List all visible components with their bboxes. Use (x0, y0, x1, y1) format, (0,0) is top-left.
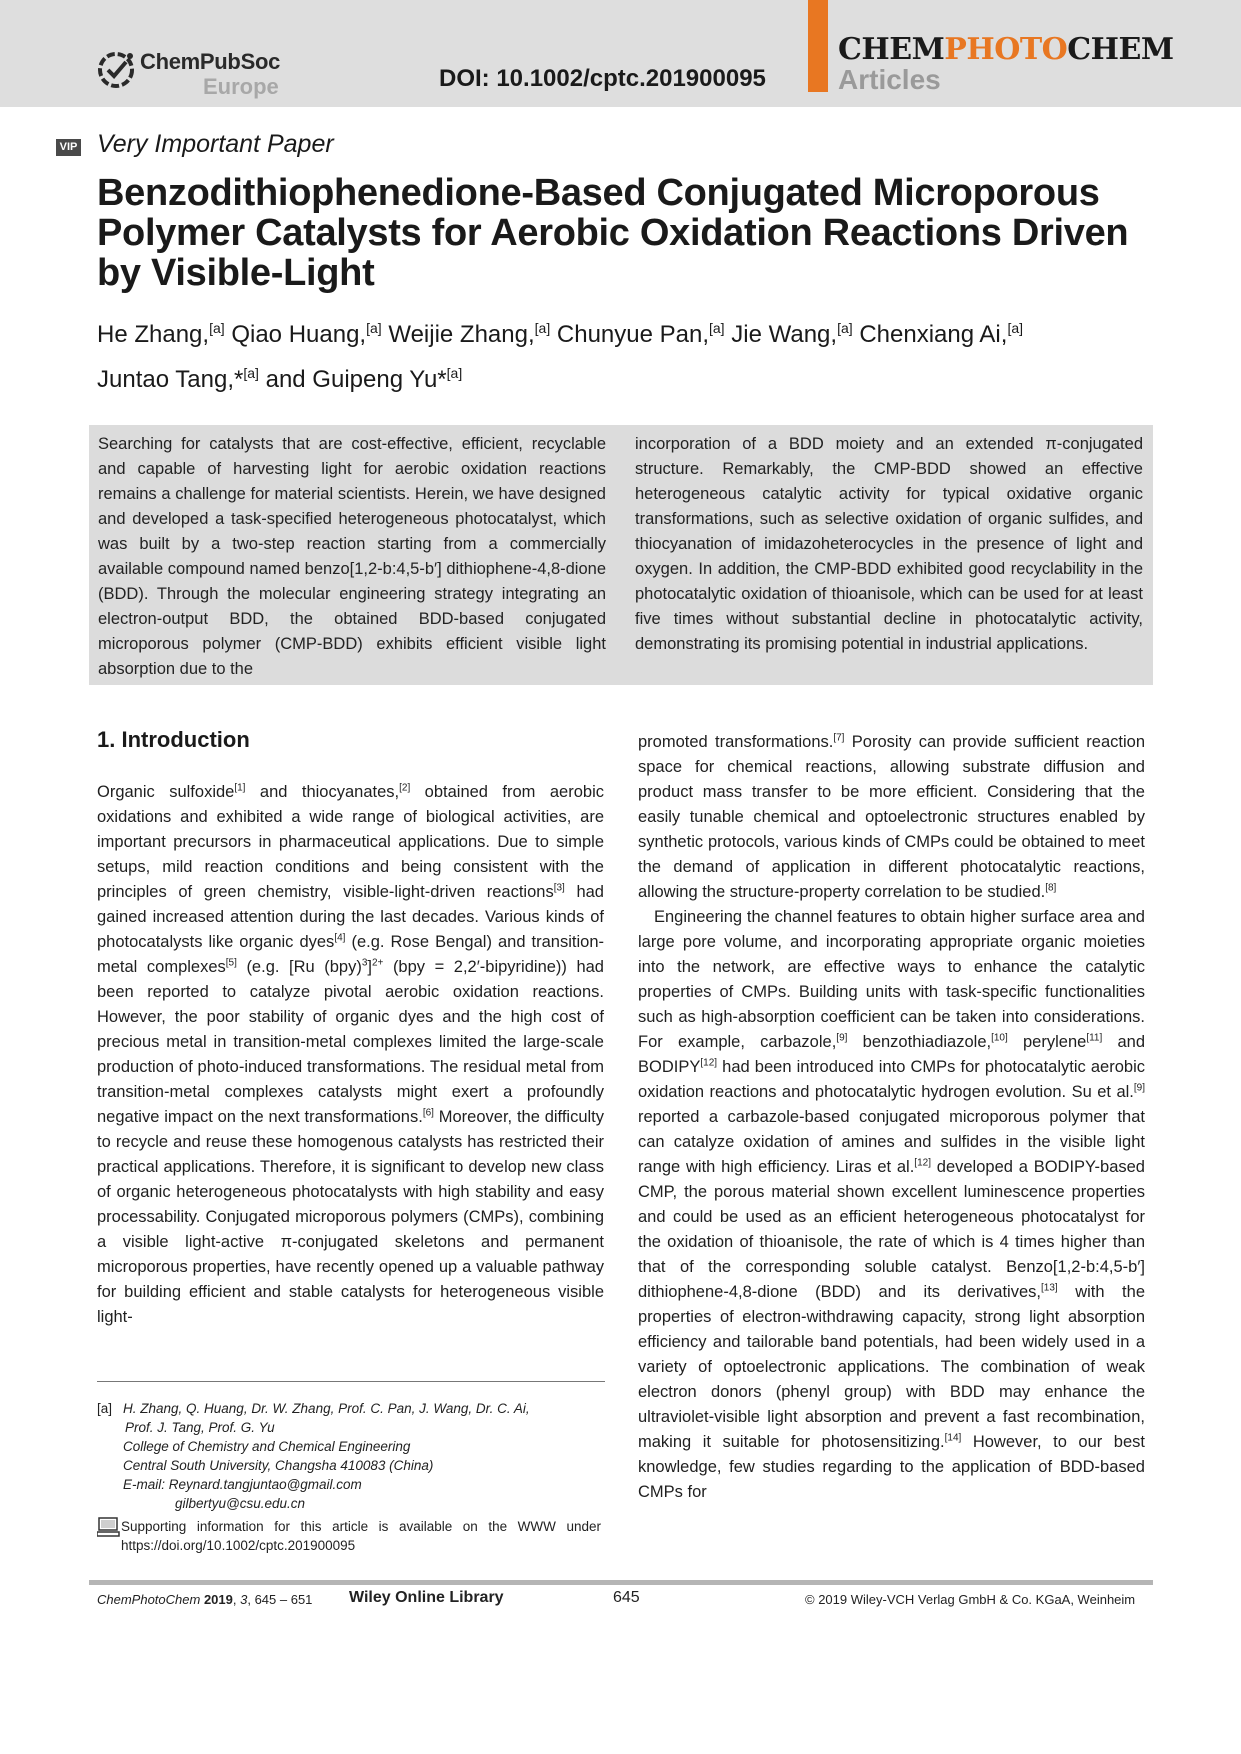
email-line[interactable]: E-mail: Reynard.tangjuntao@gmail.com (123, 1477, 362, 1492)
footnote-rule (97, 1381, 605, 1382)
citation-ref[interactable]: [14] (944, 1432, 962, 1444)
footer-volume: 3 (240, 1592, 248, 1607)
author[interactable]: Chunyue Pan, (556, 321, 709, 348)
accent-bar (808, 0, 828, 92)
publisher-sub: Europe (203, 74, 279, 99)
author[interactable]: Chenxiang Ai, (859, 321, 1008, 348)
vip-badge: VIP (56, 139, 81, 156)
author[interactable]: He Zhang, (97, 321, 210, 348)
abstract-left-column: Searching for catalysts that are cost-effective, efficient, recyclable and capable of harvesting light for aerobic oxidation reactions remains a challenge for material scientists. Herein, we have designed and developed a task-specified heterogeneous photocatalyst, which was built by a two-step reaction starting from a commercially available compound named benzo[1,2-b:4,5-b′] dithiophene-4,8-dione (BDD). Through the molecular engineering strategy integrating an electron-output BDD, the obtained BDD-based conjugated microporous polymer (CMP-BDD) exhibits efficient visible light absorption due to the (98, 435, 606, 678)
paper-type: Very Important Paper (97, 130, 334, 158)
footer-citation: ChemPhotoChem 2019, 3, 645 – 651 (97, 1592, 313, 1607)
citation-ref[interactable]: [6] (422, 1107, 434, 1119)
author-list (97, 309, 1097, 399)
citation-ref[interactable]: 2+ (371, 957, 384, 969)
section-heading: 1. Introduction (97, 727, 250, 752)
paragraph: Organic sulfoxide[1] and thiocyanates,[2] obtained from aerobic oxidations and exhibited a wide range of biological activities, are important precursors in pharmaceutical applications. Due to simple setups, mild reaction conditions and being consistent with the principles of green chemistry, visible-light-driven reactions[3] had gained increased attention during the last decades. Various kinds of photocatalysts like organic dyes[4] (e.g. Rose Bengal) and transition-metal complexes[5] (e.g. [Ru (bpy)$^3$]$^{2+}$ (bpy = 2,2′-bipyridine)) had been reported to catalyze pivotal aerobic oxidation reactions. However, the poor stability of organic dyes and the high cost of precious metal in transition-metal complexes limited the large-scale production of photo-induced transformations. The residual metal from transition-metal complexes catalysts might exert a profoundly negative impact on the next transformations.[6] Moreover, the difficulty to recycle and reuse these homogenous catalysts has restricted their practical applications. Therefore, it is significant to develop new class of organic heterogeneous photocatalysts with high stability and easy processability. Conjugated microporous polymers (CMPs), combining a visible light-active π-conjugated skeletons and permanent microporous properties, have recently opened up a valuable pathway for building efficient and stable catalysts for heterogeneous visible light- (97, 782, 604, 1326)
citation-ref[interactable]: [4] (334, 932, 346, 944)
affiliation-line: Prof. J. Tang, Prof. G. Yu (125, 1420, 275, 1435)
citation-ref[interactable]: [8] (1045, 882, 1057, 894)
citation-ref[interactable]: 3 (361, 957, 368, 969)
citation-ref[interactable]: [3] (553, 882, 565, 894)
doi-link[interactable]: DOI: 10.1002/cptc.201900095 (439, 65, 766, 92)
citation-ref[interactable]: [11] (1086, 1032, 1103, 1044)
citation-ref[interactable]: [9] (836, 1032, 848, 1044)
citation-ref[interactable]: [12] (700, 1057, 718, 1069)
affiliation-line: College of Chemistry and Chemical Engineering (123, 1439, 411, 1454)
citation-ref[interactable]: [10] (991, 1032, 1008, 1044)
footer-pages: 645 – 651 (254, 1592, 313, 1607)
author[interactable]: Jie Wang, (731, 321, 838, 348)
paragraph: promoted transformations.[7] Porosity can provide sufficient reaction space for chemical reactions, allowing substrate diffusion and product mass transfer to be more efficient. Considering that the easily tunable chemical and optoelectronic structures enabled by synthetic protocols, various kinds of CMPs could be obtained to meet the demand of application in different photocatalytic reactions, allowing the structure-property correlation to be studied.[8] (638, 732, 1145, 901)
journal-name[interactable] (838, 32, 1174, 67)
affiliation-mark: [a] (243, 365, 259, 381)
footer-journal: ChemPhotoChem (97, 1592, 201, 1607)
publisher-logo[interactable] (96, 44, 286, 100)
footer-year: 2019 (203, 1592, 233, 1607)
citation-ref[interactable]: [1] (234, 782, 246, 794)
citation-ref[interactable]: [9] (1133, 1082, 1145, 1094)
affiliation-line: Central South University, Changsha 410083 (China) (123, 1458, 434, 1473)
section-label: Articles (838, 64, 941, 95)
affiliation-mark: [a] (1007, 320, 1024, 336)
wiley-online-library-link[interactable]: Wiley Online Library (349, 1589, 504, 1606)
citation-ref[interactable]: [12] (914, 1157, 931, 1169)
affiliation-mark: [a] (534, 320, 551, 336)
journal-name-part3: CHEM (1067, 32, 1174, 67)
paragraph: Engineering the channel features to obtain higher surface area and large pore volume, and incorporating appropriate organic moieties into the network, are effective ways to enhance the catalytic properties of CMPs. Building units with task-specific functionalities such as high-absorption coefficient can be taken into considerations. For example, carbazole,[9] benzothiadiazole,[10] perylene[11] and BODIPY[12] had been introduced into CMPs for photocatalytic aerobic oxidation reactions and photocatalytic hydrogen evolution. Su et al.[9] reported a carbazole-based conjugated microporous polymer that can catalyze oxidation of amines and sulfides in the visible light range with high efficiency. Liras et al.[12] developed a BODIPY-based CMP, the porous material shown excellent luminescence properties and could be used as an efficient heterogeneous photocatalyst for the oxidation of thioanisole, the rate of which is 4 times higher than that of the corresponding soluble catalyst. Benzo[1,2-b:4,5-b′] dithiophene-4,8-dione (BDD) and its derivatives,[13] with the properties of electron-withdrawing capacity, strong light absorption efficiency and tailorable band potentials, had been widely used in a variety of optoelectronic applications. The combination of weak electron donors (phenyl group) with BDD may enhance the ultraviolet-visible light absorption and prevent a fast recombination, making it suitable for photosensitizing.[14] However, to our best knowledge, few studies regarding to the application of BDD-based CMPs for (638, 908, 1146, 1501)
publisher-name: ChemPubSoc (140, 49, 281, 74)
journal-name-part2: PHOTO (944, 32, 1068, 67)
email-line[interactable]: gilbertyu@csu.edu.cn (175, 1496, 306, 1511)
affiliation-mark: [a] (837, 320, 853, 336)
page-number: 645 (613, 1589, 640, 1606)
computer-icon (97, 1517, 121, 1537)
body-right-column (638, 730, 1145, 1505)
citation-ref[interactable]: [2] (399, 782, 411, 794)
affiliation-mark: [a] (209, 320, 225, 336)
affiliation-block (123, 1399, 603, 1513)
citation-ref[interactable]: [5] (225, 957, 237, 969)
affiliation-mark: [a] (709, 320, 725, 336)
abstract-box (89, 425, 1153, 685)
article-title: Benzodithiophenedione-Based Conjugated Microporous Polymer Catalysts for Aerobic Oxidation Reactions Driven by Visible-Light (97, 172, 1129, 294)
affiliation-mark: [a] (446, 365, 463, 381)
journal-name-part1: CHEM (838, 32, 945, 67)
citation-ref[interactable]: [13] (1041, 1282, 1058, 1294)
author[interactable]: and Guipeng Yu* (265, 366, 447, 393)
copyright: © 2019 Wiley-VCH Verlag GmbH & Co. KGaA, Weinheim (805, 1592, 1136, 1607)
abstract-right-column: incorporation of a BDD moiety and an extended π-conjugated structure. Remarkably, the CMP-BDD showed an effective heterogeneous catalytic activity for typical oxidative organic transformations, such as selective oxidation of organic sulfides, and thiocyanation of imidazoheterocycles in the presence of light and oxygen. In addition, the CMP-BDD exhibited good recyclability in the photocatalytic oxidation of thioanisole, which can be used for at least five times without substantial decline in photocatalytic activity, demonstrating its promising potential in industrial applications. (635, 435, 1143, 653)
affiliation-mark: [a] (366, 320, 382, 336)
body-left-column (97, 780, 604, 1330)
chempubsoc-logo-icon (96, 48, 138, 90)
footer-rule (89, 1580, 1153, 1585)
author[interactable]: Qiao Huang, (231, 321, 367, 348)
footnote-label: [a] (97, 1401, 113, 1416)
author[interactable]: Weijie Zhang, (388, 321, 535, 348)
citation-ref[interactable]: [7] (833, 732, 845, 744)
affiliation-line: H. Zhang, Q. Huang, Dr. W. Zhang, Prof. C. Pan, J. Wang, Dr. C. Ai, (123, 1401, 530, 1416)
author[interactable]: Juntao Tang,* (97, 366, 244, 393)
supporting-info-text[interactable]: Supporting information for this article is available on the WWW under https://doi.org/10.1002/cptc.201900095 (121, 1519, 601, 1553)
